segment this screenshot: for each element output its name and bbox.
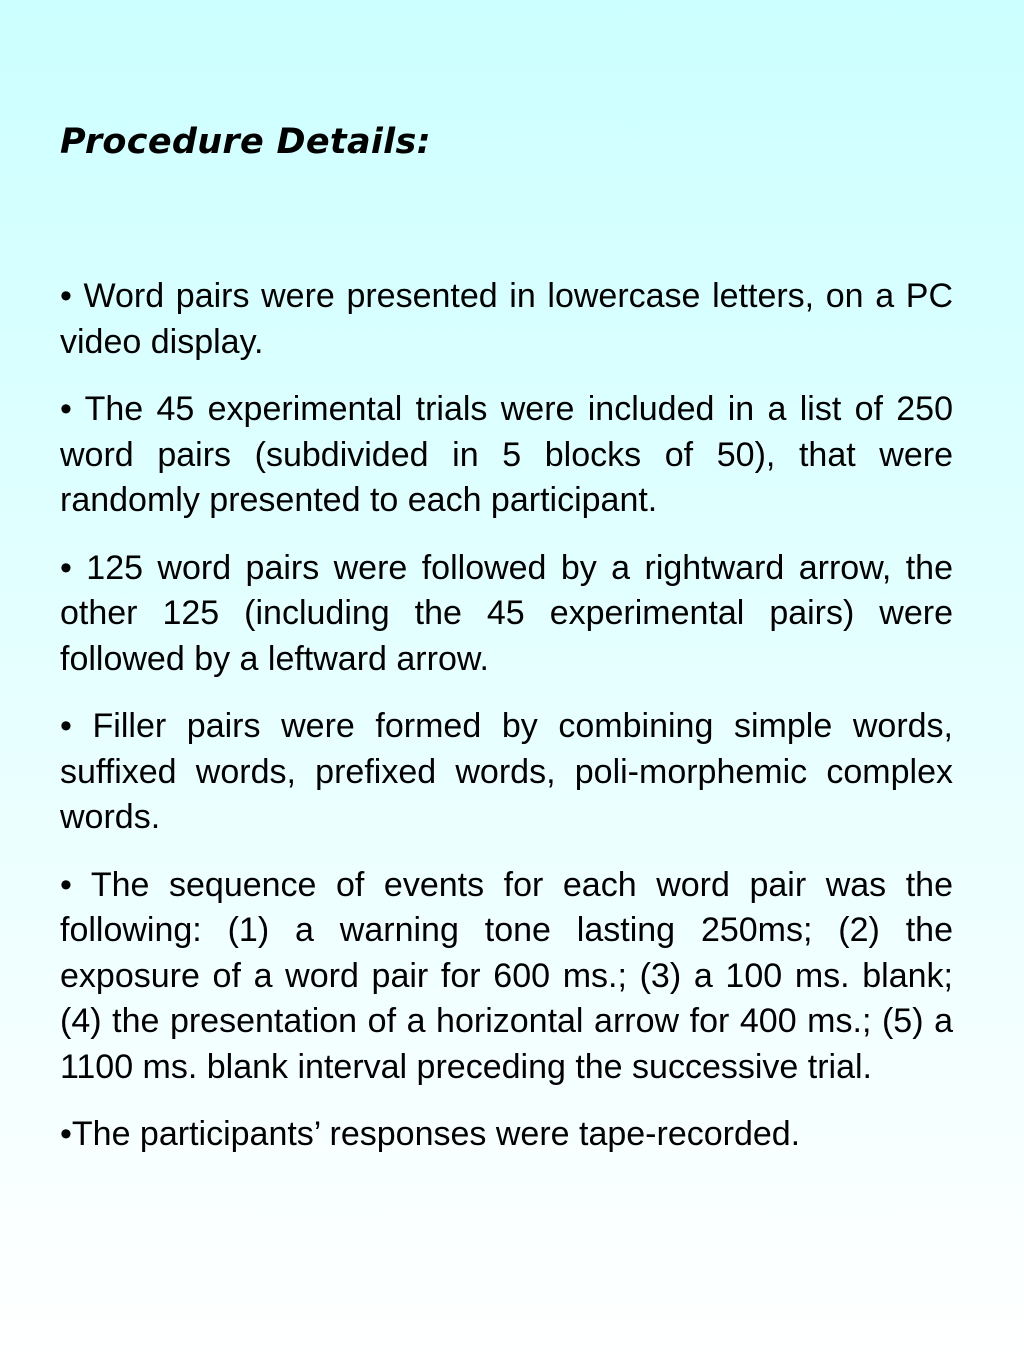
slide-title: Procedure Details: <box>60 122 431 162</box>
bullet-item: •The participants’ responses were tape-recorded. <box>60 1115 801 1153</box>
bullet-item: • The sequence of events for each word pair was the following: (1) a warning tone lasting 250ms; (2) the exposure of a word pair for 600 ms.; (3) a 100 ms. blank; (4) the presentation of a horizontal arrow for 400 ms.; (5) a 1100 ms. blank interval preceding the successive trial. <box>60 865 953 1086</box>
bullet-item: • Filler pairs were formed by combining simple words, suffixed words, prefixed words, poli-morphemic complex words. <box>60 707 953 836</box>
bullet-item: • Word pairs were presented in lowercase letters, on a PC video display. <box>60 277 953 361</box>
bullet-list <box>60 274 953 1158</box>
bullet-item: • The 45 experimental trials were included in a list of 250 word pairs (subdivided in 5 blocks of 50), that were randomly presented to each participant. <box>60 390 953 519</box>
bullet-item: • 125 word pairs were followed by a rightward arrow, the other 125 (including the 45 experimental pairs) were followed by a leftward arrow. <box>60 548 953 678</box>
